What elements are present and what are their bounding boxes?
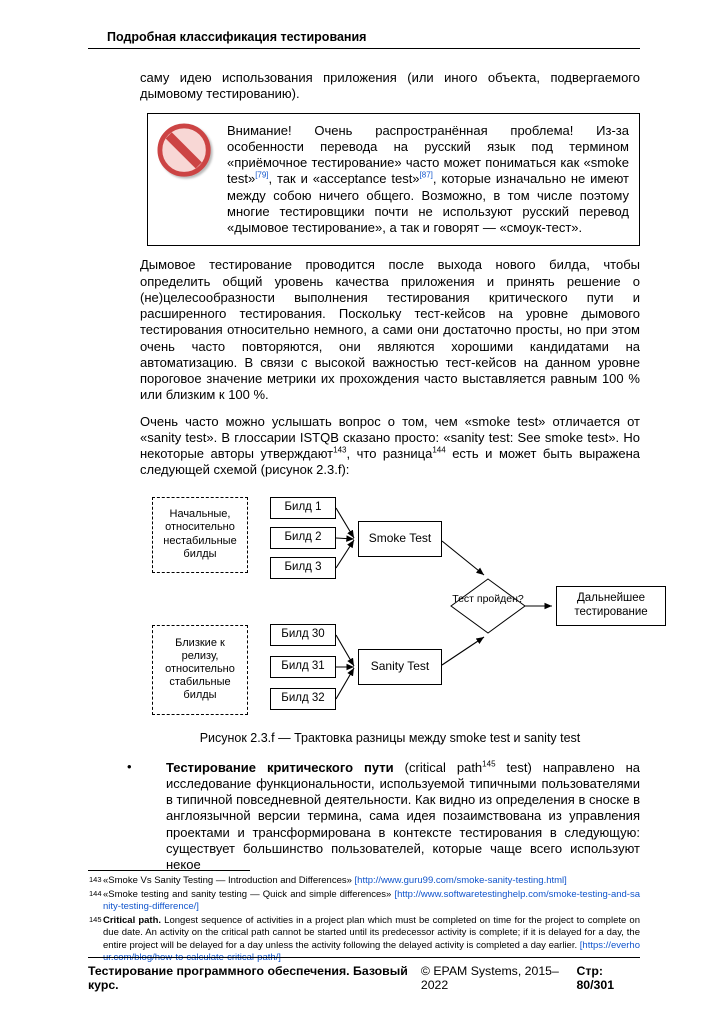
- footnote-url-link[interactable]: [http://www.guru99.com/smoke-sanity-testing.html]: [354, 875, 567, 886]
- decision-label: Тест пройден?: [452, 592, 524, 605]
- footer-book-title: Тестирование программного обеспечения. Базовый курс.: [88, 964, 408, 992]
- warning-text-part: Внимание! Очень распространённая проблема! Из-за особенности перевода на русский язык под термином «приёмочное тестирование» часто может пониматься как «smoke test»: [227, 122, 629, 187]
- running-header-title: Подробная классификация тестирования: [107, 30, 367, 44]
- smoke-test-box: Smoke Test: [358, 521, 442, 557]
- footnote-144: [88, 889, 640, 914]
- footnote-ref-144: 144: [432, 445, 446, 455]
- footnote-143: [88, 875, 640, 888]
- footnotes-section: [88, 870, 640, 966]
- footnote-url-link[interactable]: [https://everhour.com/blog/how-to-calculate-critical-path/]: [103, 939, 640, 964]
- paragraph-intro: саму идею использования приложения (или иного объекта, подвергаемого дымовому тестированию).: [140, 70, 640, 102]
- paragraph-smoke-testing: Дымовое тестирование проводится после выхода нового билда, чтобы определить общий уровень качества приложения и принять решение о (не)целесообразности выполнения тестирования критического пути и расширенного тестирования. Поскольку тест-кейсов на уровне дымового тестирования относительно немного, а сами они достаточно просты, но при этом очень часто повторяются, они являются хорошими кандидатами на автоматизацию. В связи с высокой важностью тест-кейсов на данном уровне пороговое значение метрики их прохождения часто выставляется равным 100 % или близким к 100 %.: [140, 257, 640, 403]
- section-ref-link[interactable]: [79]: [255, 170, 269, 180]
- footnote-separator: [88, 870, 250, 871]
- footnote-ref-143: 143: [333, 445, 347, 455]
- build-box-30: Билд 30: [270, 624, 336, 646]
- page-footer: [88, 957, 640, 992]
- build-box-1: Билд 1: [270, 497, 336, 519]
- figure-caption: Рисунок 2.3.f — Трактовка разницы между smoke test и sanity test: [199, 730, 581, 745]
- footnote-url-link[interactable]: [http://www.softwaretestinghelp.com/smoke-testing-and-sanity-testing-difference/]: [103, 888, 640, 913]
- footnote-text: «Smoke testing and sanity testing — Quick and simple differences»: [103, 888, 395, 900]
- bullet-part: (critical path: [393, 759, 483, 775]
- build-box-2: Билд 2: [270, 527, 336, 549]
- decision-diamond: [451, 579, 525, 633]
- footnote-term: Critical path.: [103, 914, 162, 926]
- section-ref-link[interactable]: [87]: [419, 170, 433, 180]
- bullet-term: Тестирование критического пути: [166, 759, 394, 775]
- warning-text-part: , которые изначально не имеют между собою ничего общего. Возможно, в том числе поэтому многие тестировщики почти не используют русский перевод «дымовое тестирование», а так и говорят — «смоук-тест».: [227, 171, 629, 235]
- paragraph-part: есть и может быть выражена следующей схемой (рисунок 2.3.f):: [140, 446, 640, 478]
- sanity-test-box: Sanity Test: [358, 649, 442, 685]
- footer-copyright: © EPAM Systems, 2015–2022: [420, 964, 559, 992]
- bullet-marker: •: [127, 758, 132, 774]
- running-header: [88, 30, 640, 49]
- footer-page-number: Стр: 80/301: [576, 964, 615, 992]
- paragraph-part: , что разница: [346, 446, 433, 461]
- footnote-text: Longest sequence of activities in a project plan which must be completed on time for the project to complete on due date. An activity on the critical path cannot be started until its predecessor activity is complete; if it is delayed for a day, the entire project will be delayed for a day unless the activity following the delayed activity is completed a day earlier.: [103, 914, 640, 951]
- warning-callout: [147, 113, 640, 247]
- warning-text-part: , так и «acceptance test»: [268, 171, 420, 187]
- footnote-number: 144: [89, 888, 102, 898]
- paragraph-part: Очень часто можно услышать вопрос о том, чем «smoke test» отличается от «sanity test». В глоссарии ISTQB сказано просто: «sanity test: See smoke test». Но некоторые авторы утверждают: [140, 413, 640, 461]
- footnote-text: «Smoke Vs Sanity Testing — Introduction and Differences»: [103, 875, 355, 886]
- figure-smoke-vs-sanity: [88, 489, 668, 722]
- bullet-critical-path: [127, 758, 640, 874]
- footnote-ref-145: 145: [482, 759, 496, 769]
- group-label-stable-builds: Близкие к релизу, относительно стабильные билды: [152, 625, 248, 715]
- group-label-unstable-builds: Начальные, относительно нестабильные билды: [152, 497, 248, 573]
- warning-text: [227, 123, 629, 237]
- build-box-3: Билд 3: [270, 557, 336, 579]
- further-testing-box: Дальнейшее тестирование: [556, 586, 666, 626]
- build-box-32: Билд 32: [270, 688, 336, 710]
- build-box-31: Билд 31: [270, 656, 336, 678]
- paragraph-sanity-question: [140, 414, 640, 479]
- prohibition-icon: [157, 123, 215, 185]
- footnote-number: 145: [89, 914, 102, 924]
- footnote-number: 143: [89, 875, 102, 884]
- bullet-part: test) направлено на исследование функциональности, используемой типичными пользователями в типичной повседневной деятельности. Как видно из определения в сноске в англоязычной версии термина, сама идея позаимствована из управления проектами и трансформирована в контексте тестирования в следующую: существует большинство пользователей, которые чаще всего используют некое: [166, 759, 640, 872]
